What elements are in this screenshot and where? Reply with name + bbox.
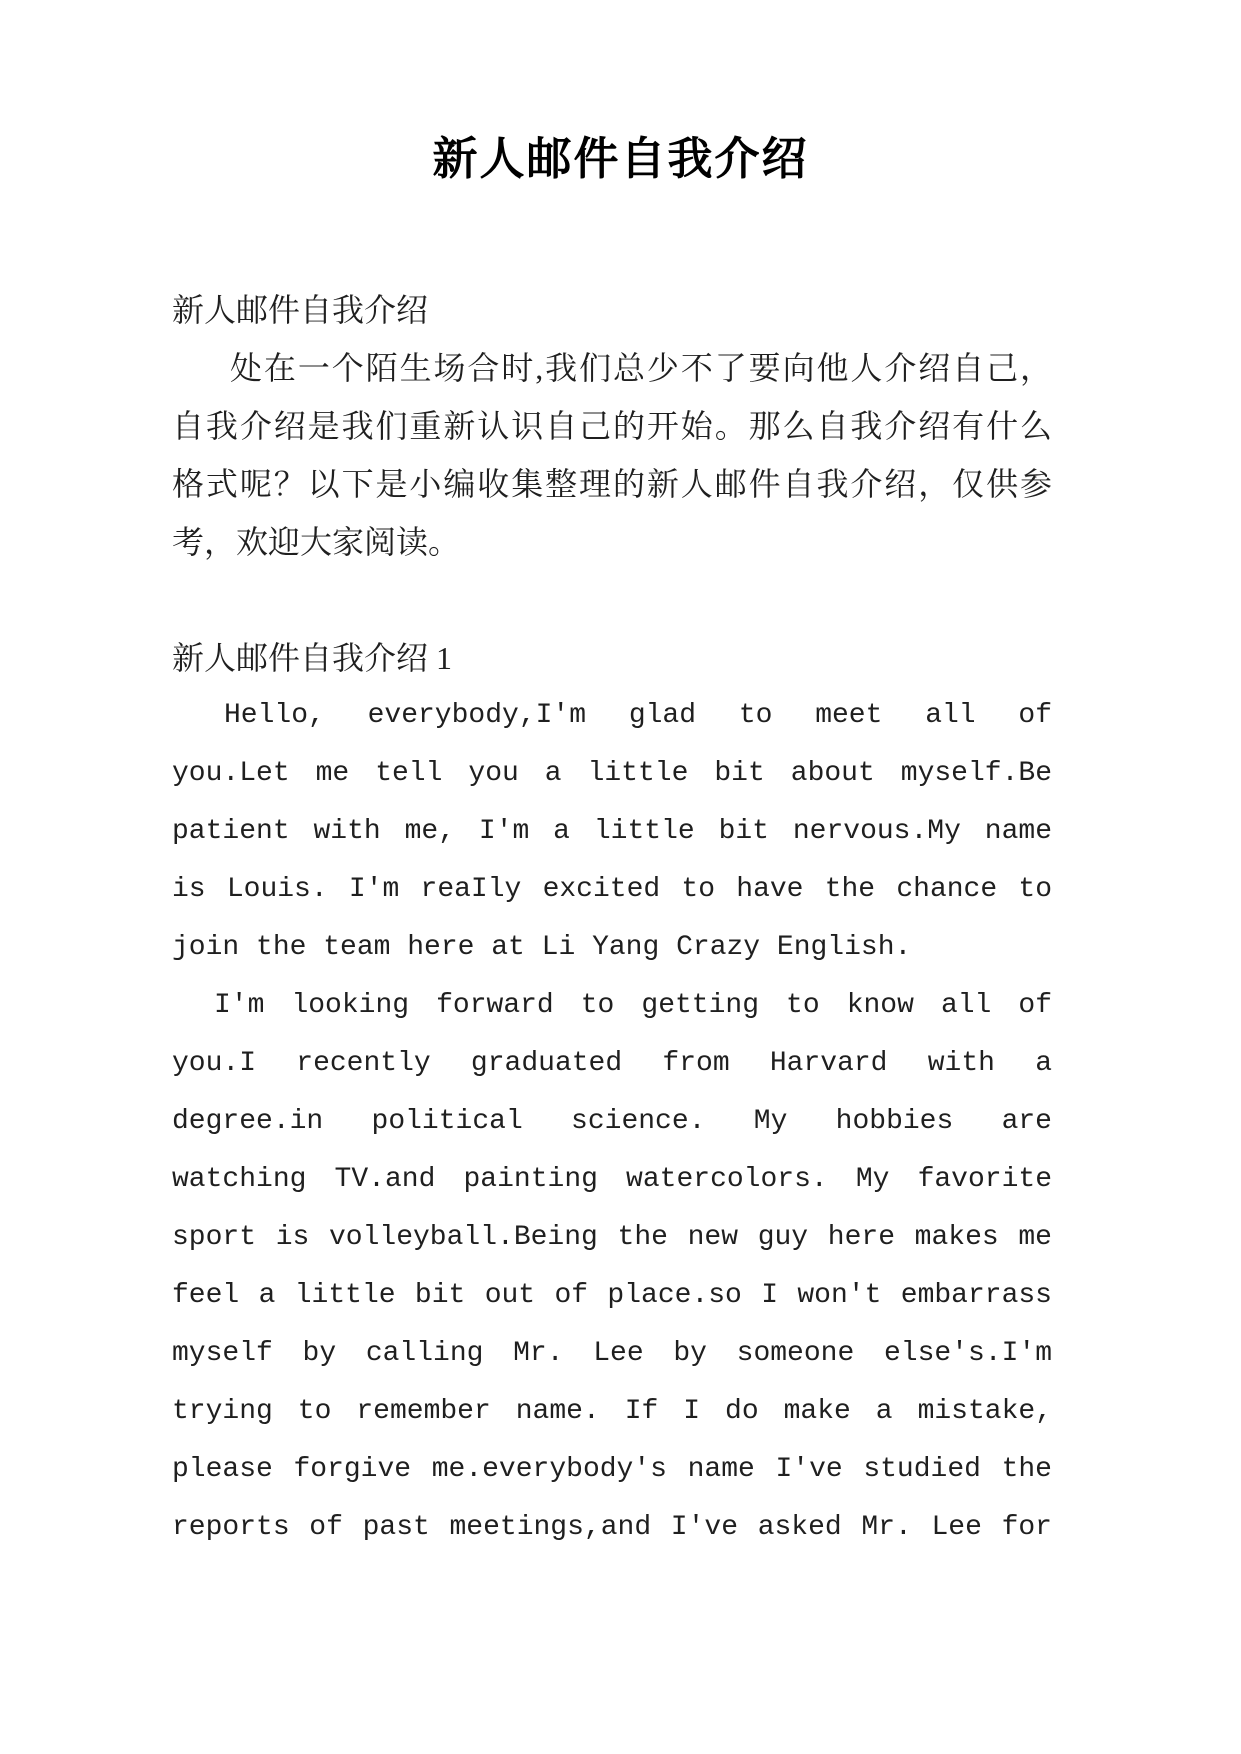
text-line: degree.in political science. My hobbies are [172, 1106, 1052, 1137]
text-line: 格式呢？以下是小编收集整理的新人邮件自我介绍，仅供参 [172, 466, 1052, 502]
text-line: you.I recently graduated from Harvard with a [172, 1048, 1052, 1079]
text-line: Hello, everybody,I'm glad to meet all of [224, 700, 1052, 731]
blank-line [172, 571, 1052, 629]
text-line: I'm looking forward to getting to know all of [214, 990, 1052, 1021]
text-line: feel a little bit out of place.so I won't embarrass [172, 1280, 1052, 1311]
text-line: patient with me, I'm a little bit nervous.My name [172, 816, 1052, 847]
text-line: myself by calling Mr. Lee by someone else's.I'm [172, 1338, 1052, 1369]
text-line: please forgive me.everybody's name I've studied the [172, 1454, 1052, 1485]
text-line: sport is volleyball.Being the new guy here makes me [172, 1222, 1052, 1253]
text-line: join the team here at Li Yang Crazy English. [172, 932, 912, 963]
text-line: trying to remember name. If I do make a mistake, [172, 1396, 1052, 1427]
section-heading: 新人邮件自我介绍 1 [172, 640, 453, 676]
text-line: watching TV.and painting watercolors. My favorite [172, 1164, 1052, 1195]
text-line: 自我介绍是我们重新认识自己的开始。那么自我介绍有什么 [172, 408, 1052, 444]
document-title: 新人邮件自我介绍 [432, 134, 809, 184]
text-line: is Louis. I'm reaIly excited to have the chance to [172, 874, 1052, 905]
text-line: 考，欢迎大家阅读。 [172, 524, 461, 560]
document-body [172, 281, 1052, 1557]
text-line: reports of past meetings,and I've asked Mr. Lee for [172, 1512, 1052, 1543]
text-line: 处在一个陌生场合时,我们总少不了要向他人介绍自己， [230, 350, 1052, 386]
text-line: 新人邮件自我介绍 [172, 292, 429, 328]
text-line: you.Let me tell you a little bit about myself.Be [172, 758, 1052, 789]
